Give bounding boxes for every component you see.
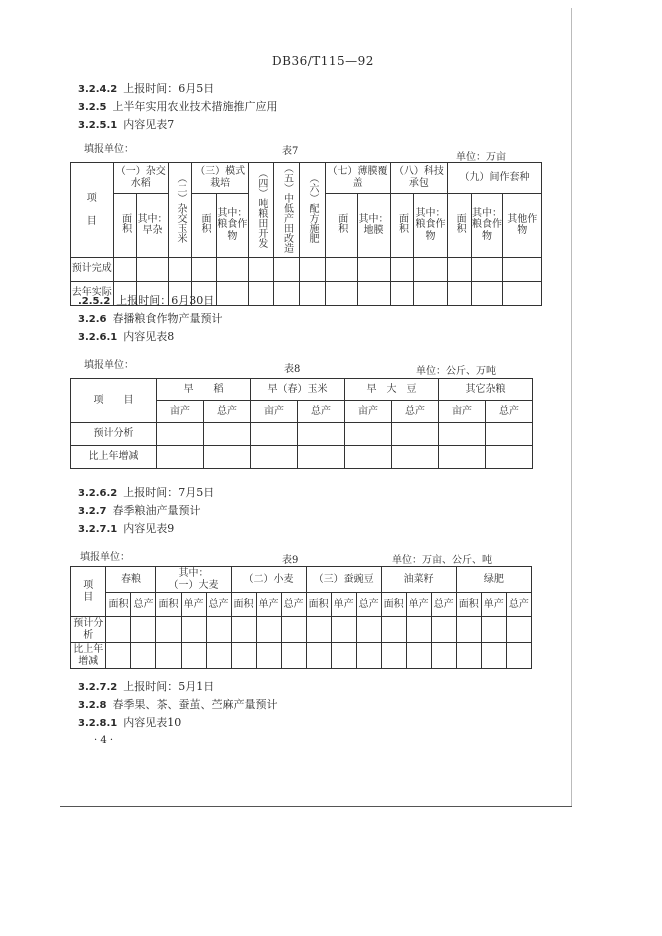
sub-header: 单产: [481, 593, 506, 617]
col-group-header: 其中： （一）大麦: [156, 567, 231, 593]
col-group-header: 绿肥: [456, 567, 531, 593]
sub-header: 单产: [331, 593, 356, 617]
col-group-header: （八）科技承包: [390, 163, 448, 194]
sub-header: 面积: [113, 193, 136, 257]
table-row: [71, 446, 533, 469]
section-line: 3.2.8 春季果、茶、蚕茧、苎麻产量预计: [78, 698, 278, 711]
table-unit: 单位：公斤、万吨: [416, 366, 496, 377]
sub-header: 面积: [381, 593, 406, 617]
section-line: 3.2.6.1 内容见表8: [78, 330, 175, 343]
col-group-header: （一）杂交水稻: [113, 163, 168, 194]
section-line: 3.2.7 春季粮油产量预计: [78, 504, 201, 517]
sub-header: 其中：粮食作物: [216, 193, 248, 257]
sub-header: 面积: [390, 193, 413, 257]
section-line: 3.2.7.1 内容见表9: [78, 522, 175, 535]
sub-header: 其中：早杂: [137, 193, 169, 257]
table-row: [71, 617, 532, 643]
row-label: 预计分析: [71, 423, 157, 446]
table-caption: 表7: [282, 146, 299, 157]
section-line: 3.2.5 上半年实用农业技术措施推广应用: [78, 100, 278, 113]
col-group-header: 早（春）玉米: [251, 379, 345, 401]
sub-header: 总产: [298, 401, 345, 423]
col-header: （四）吨粮田开发: [248, 163, 274, 258]
scan-edge-line: [571, 8, 572, 806]
sub-header: 单产: [256, 593, 281, 617]
section-line: 3.2.6 春播粮食作物产量预计: [78, 312, 223, 325]
row-label: 预计完成: [71, 257, 114, 281]
section-line: 3.2.5.1 内容见表7: [78, 118, 175, 131]
section-line: 3.2.4.2 上报时间：6月5日: [78, 82, 215, 95]
sub-header: 总产: [281, 593, 306, 617]
section-line: .2.5.2 上报时间：6月30日: [78, 294, 215, 307]
sub-header: 总产: [506, 593, 531, 617]
col-group-header: 其它杂粮: [439, 379, 533, 401]
sub-header: 总产: [131, 593, 156, 617]
fill-unit-label: 填报单位：: [80, 552, 130, 563]
section-line: 3.2.8.1 内容见表10: [78, 716, 182, 729]
table-unit: 单位：万亩、公斤、吨: [392, 555, 492, 566]
sub-header: 面积: [325, 193, 357, 257]
col-group-header: 春粮: [106, 567, 156, 593]
doc-header: DB36/T115—92: [272, 54, 374, 68]
col-group-header: （七）薄膜覆盖: [325, 163, 390, 194]
col-group-header: （三）模式栽培: [192, 163, 248, 194]
row-label: 预计分析: [71, 617, 106, 643]
section-line: 3.2.6.2 上报时间：7月5日: [78, 486, 215, 499]
sub-header: 面积: [156, 593, 181, 617]
row-label: 去年实际: [71, 281, 114, 305]
sub-header: 其中：粮食作物: [471, 193, 503, 257]
sub-header: 面积: [106, 593, 131, 617]
col-group-header: （九）间作套种: [448, 163, 542, 194]
sub-header: 总产: [486, 401, 533, 423]
col-group-header: （二）小麦: [231, 567, 306, 593]
sub-header: 亩产: [439, 401, 486, 423]
col-header: （六）配方施肥: [300, 163, 326, 258]
col-group-header: 早 稻: [157, 379, 251, 401]
sub-header: 总产: [392, 401, 439, 423]
table-caption: 表9: [282, 555, 299, 566]
table-9: [70, 566, 532, 669]
sub-header: 其中：地膜: [357, 193, 390, 257]
row-label: 比上年增减: [71, 643, 106, 669]
table-row: [71, 423, 533, 446]
sub-header: 面积: [192, 193, 217, 257]
sub-header: 面积: [306, 593, 331, 617]
sub-header: 其他作物: [503, 193, 542, 257]
table-row: [71, 643, 532, 669]
item-header: 项 目: [71, 163, 114, 258]
item-header: 项 目: [71, 379, 157, 423]
fill-unit-label: 填报单位：: [84, 360, 134, 371]
table-row: [71, 257, 542, 281]
section-line: 3.2.7.2 上报时间：5月1日: [78, 680, 215, 693]
col-header: （二）杂交玉米: [169, 163, 192, 258]
fill-unit-label: 填报单位：: [84, 144, 134, 155]
scan-edge-line: [60, 806, 572, 807]
sub-header: 面积: [231, 593, 256, 617]
sub-header: 亩产: [157, 401, 204, 423]
sub-header: 面积: [456, 593, 481, 617]
table-caption: 表8: [284, 364, 301, 375]
sub-header: 总产: [204, 401, 251, 423]
sub-header: 总产: [206, 593, 231, 617]
sub-header: 其中：粮食作物: [414, 193, 448, 257]
col-header: （五）中低产田改造: [274, 163, 300, 258]
col-group-header: 早 大 豆: [345, 379, 439, 401]
row-label: 比上年增减: [71, 446, 157, 469]
table-7: [70, 162, 542, 306]
col-group-header: （三）蚕豌豆: [306, 567, 381, 593]
item-header: 项 目: [71, 567, 106, 617]
sub-header: 面积: [448, 193, 471, 257]
table-unit: 单位：万亩: [456, 152, 506, 163]
sub-header: 亩产: [345, 401, 392, 423]
sub-header: 单产: [181, 593, 206, 617]
page-number: · 4 ·: [94, 735, 114, 746]
sub-header: 总产: [431, 593, 456, 617]
sub-header: 亩产: [251, 401, 298, 423]
col-group-header: 油菜籽: [381, 567, 456, 593]
sub-header: 单产: [406, 593, 431, 617]
table-8: [70, 378, 533, 469]
sub-header: 总产: [356, 593, 381, 617]
